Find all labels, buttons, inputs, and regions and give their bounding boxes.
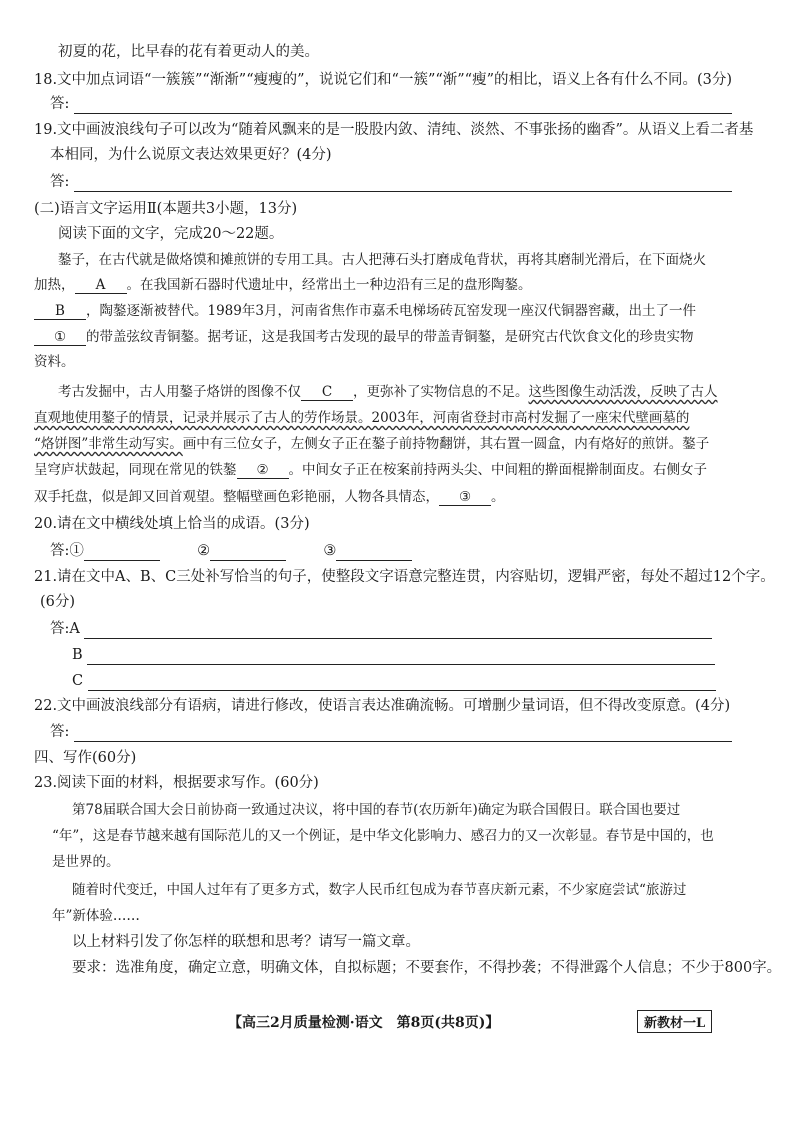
answer-line[interactable] <box>84 624 712 639</box>
question-18: 18.文中加点词语“一簇簇”“渐渐”“瘦瘦的”，说说它们和“一簇”“渐”“瘦”的相比，语义上各有什么不同。(3分) <box>34 72 733 88</box>
passage-p2-line3: 资料。 <box>34 354 75 370</box>
page-footer <box>0 1012 800 1036</box>
answer-label: 答: <box>50 96 70 112</box>
reading-instruction: 阅读下面的文字，完成20～22题。 <box>58 226 284 242</box>
wavy-sentence: “烙饼图”非常生动写实。 <box>34 436 183 452</box>
wavy-sentence: 直观地使用鏊子的情景，记录并展示了古人的劳作场景。2003年，河南省登封市高村发掘了一座宋代壁画墓的 <box>34 410 690 426</box>
answer-line-3[interactable] <box>336 546 412 561</box>
passage-p1-line1: 鏊子，在古代就是做烙馍和摊煎饼的专用工具。古人把薄石头打磨成龟背状，再将其磨制光滑后，在下面烧火 <box>58 252 706 268</box>
question-23: 23.阅读下面的材料，根据要求写作。(60分) <box>34 775 319 791</box>
passage-p1-line2: 加热， A 。在我国新石器时代遗址中，经常出土一种边沿有三足的盘形陶鏊。 <box>34 277 532 293</box>
blank-1[interactable]: ① <box>34 329 86 346</box>
footer-title: 【高三2月质量检测·语文 第8页(共8页)】 <box>228 1015 500 1031</box>
passage-p3-line2 <box>34 408 689 428</box>
answer-line[interactable] <box>87 650 715 665</box>
section-4-heading: 四、写作(60分) <box>34 750 137 766</box>
passage-p3-line3: “烙饼图”非常生动写实。画中有三位女子，左侧女子正在鏊子前持物翻饼，其右置一圆盒，内有烙好的煎饼。鏊子 <box>34 436 710 452</box>
answer-18 <box>50 94 732 114</box>
answer-line[interactable] <box>74 99 732 114</box>
answer-line[interactable] <box>74 177 732 192</box>
question-20: 20.请在文中横线处填上恰当的成语。(3分) <box>34 516 310 532</box>
answer-21-b: B <box>72 645 715 665</box>
edition-badge: 新教材一L <box>637 1010 712 1033</box>
answer-line-2[interactable] <box>210 546 286 561</box>
answer-line-1[interactable] <box>84 546 160 561</box>
blank-b[interactable]: B <box>34 303 86 320</box>
answer-21-a: 答:A <box>50 619 712 639</box>
answer-21-c: C <box>72 671 716 691</box>
blank-a[interactable]: A <box>75 277 127 294</box>
answer-line[interactable] <box>88 676 716 691</box>
passage-p2-line2: ① 的带盖弦纹青铜鏊。据考证，这是我国考古发现的最早的带盖青铜鏊，是研究古代饮食文化的珍贵实物 <box>34 327 694 347</box>
question-22: 22.文中画波浪线部分有语病，请进行修改，使语言表达准确流畅。可增删少量词语，但不得改变原意。(4分) <box>34 698 731 714</box>
passage-p3-line5: 双手托盘，似是卸又回首观望。整幅壁画色彩艳丽，人物各具情态， ③ 。 <box>34 489 505 505</box>
answer-22: 答: <box>50 722 732 742</box>
answer-label: 答: <box>50 174 70 190</box>
passage-closing-line: 初夏的花，比早春的花有着更动人的美。 <box>58 44 319 60</box>
writing-requirements: 要求：选准角度，确定立意，明确文体，自拟标题；不要套作，不得抄袭；不得泄露个人信息；不少于800字。 <box>72 960 782 976</box>
material-p1-line1: 第78届联合国大会日前协商一致通过决议，将中国的春节(农历新年)确定为联合国假日。联合国也要过 <box>72 802 681 818</box>
passage-p3-line1: 考古发掘中，古人用鏊子烙饼的图像不仅 C ，更弥补了实物信息的不足。这些图像生动活泼，反映了古人 <box>58 384 718 400</box>
question-19-line1: 19.文中画波浪线句子可以改为“随着风飘来的是一股股内敛、清纯、淡然、不事张扬的幽香”。从语义上看二者基 <box>34 122 754 138</box>
material-p1-line2: “年”，这是春节越来越有国际范儿的又一个例证，是中华文化影响力、感召力的又一次彰显。春节是中国的，也 <box>52 828 714 844</box>
blank-2[interactable]: ② <box>237 462 289 479</box>
answer-20: 答:① ② ③ <box>50 541 412 561</box>
writing-prompt: 以上材料引发了你怎样的联想和思考？请写一篇文章。 <box>72 934 420 950</box>
answer-19 <box>50 172 732 192</box>
blank-3[interactable]: ③ <box>439 489 491 506</box>
question-19-line2: 本相同，为什么说原文表达效果更好？(4分) <box>50 147 332 163</box>
blank-c[interactable]: C <box>301 384 353 401</box>
question-21-line1: 21.请在文中A、B、C三处补写恰当的句子，使整段文字语意完整连贯，内容贴切，逻辑严密，每处不超过12个字。 <box>34 569 775 585</box>
passage-p2-line1: B ，陶鏊逐渐被替代。1989年3月，河南省焦作市嘉禾电梯场砖瓦窑发现一座汉代铜器窖藏，出土了一件 <box>34 301 696 321</box>
answer-line[interactable] <box>74 727 732 742</box>
material-p1-line3: 是世界的。 <box>52 854 120 870</box>
section-2-heading: (二)语言文字运用Ⅱ(本题共3小题，13分) <box>34 201 298 217</box>
material-p2-line1: 随着时代变迁，中国人过年有了更多方式，数字人民币红包成为春节喜庆新元素，不少家庭尝试“旅游过 <box>72 882 687 898</box>
passage-p3-line4: 呈穹庐状鼓起，同现在常见的铁鏊 ② 。中间女子正在桉案前持两头尖、中间粗的擀面棍擀制面皮。右侧女子 <box>34 462 707 478</box>
wavy-sentence: 这些图像生动活泼，反映了古人 <box>528 384 718 400</box>
question-21-line2: (6分) <box>40 594 76 610</box>
material-p2-line2: 年”新体验…… <box>52 908 140 924</box>
